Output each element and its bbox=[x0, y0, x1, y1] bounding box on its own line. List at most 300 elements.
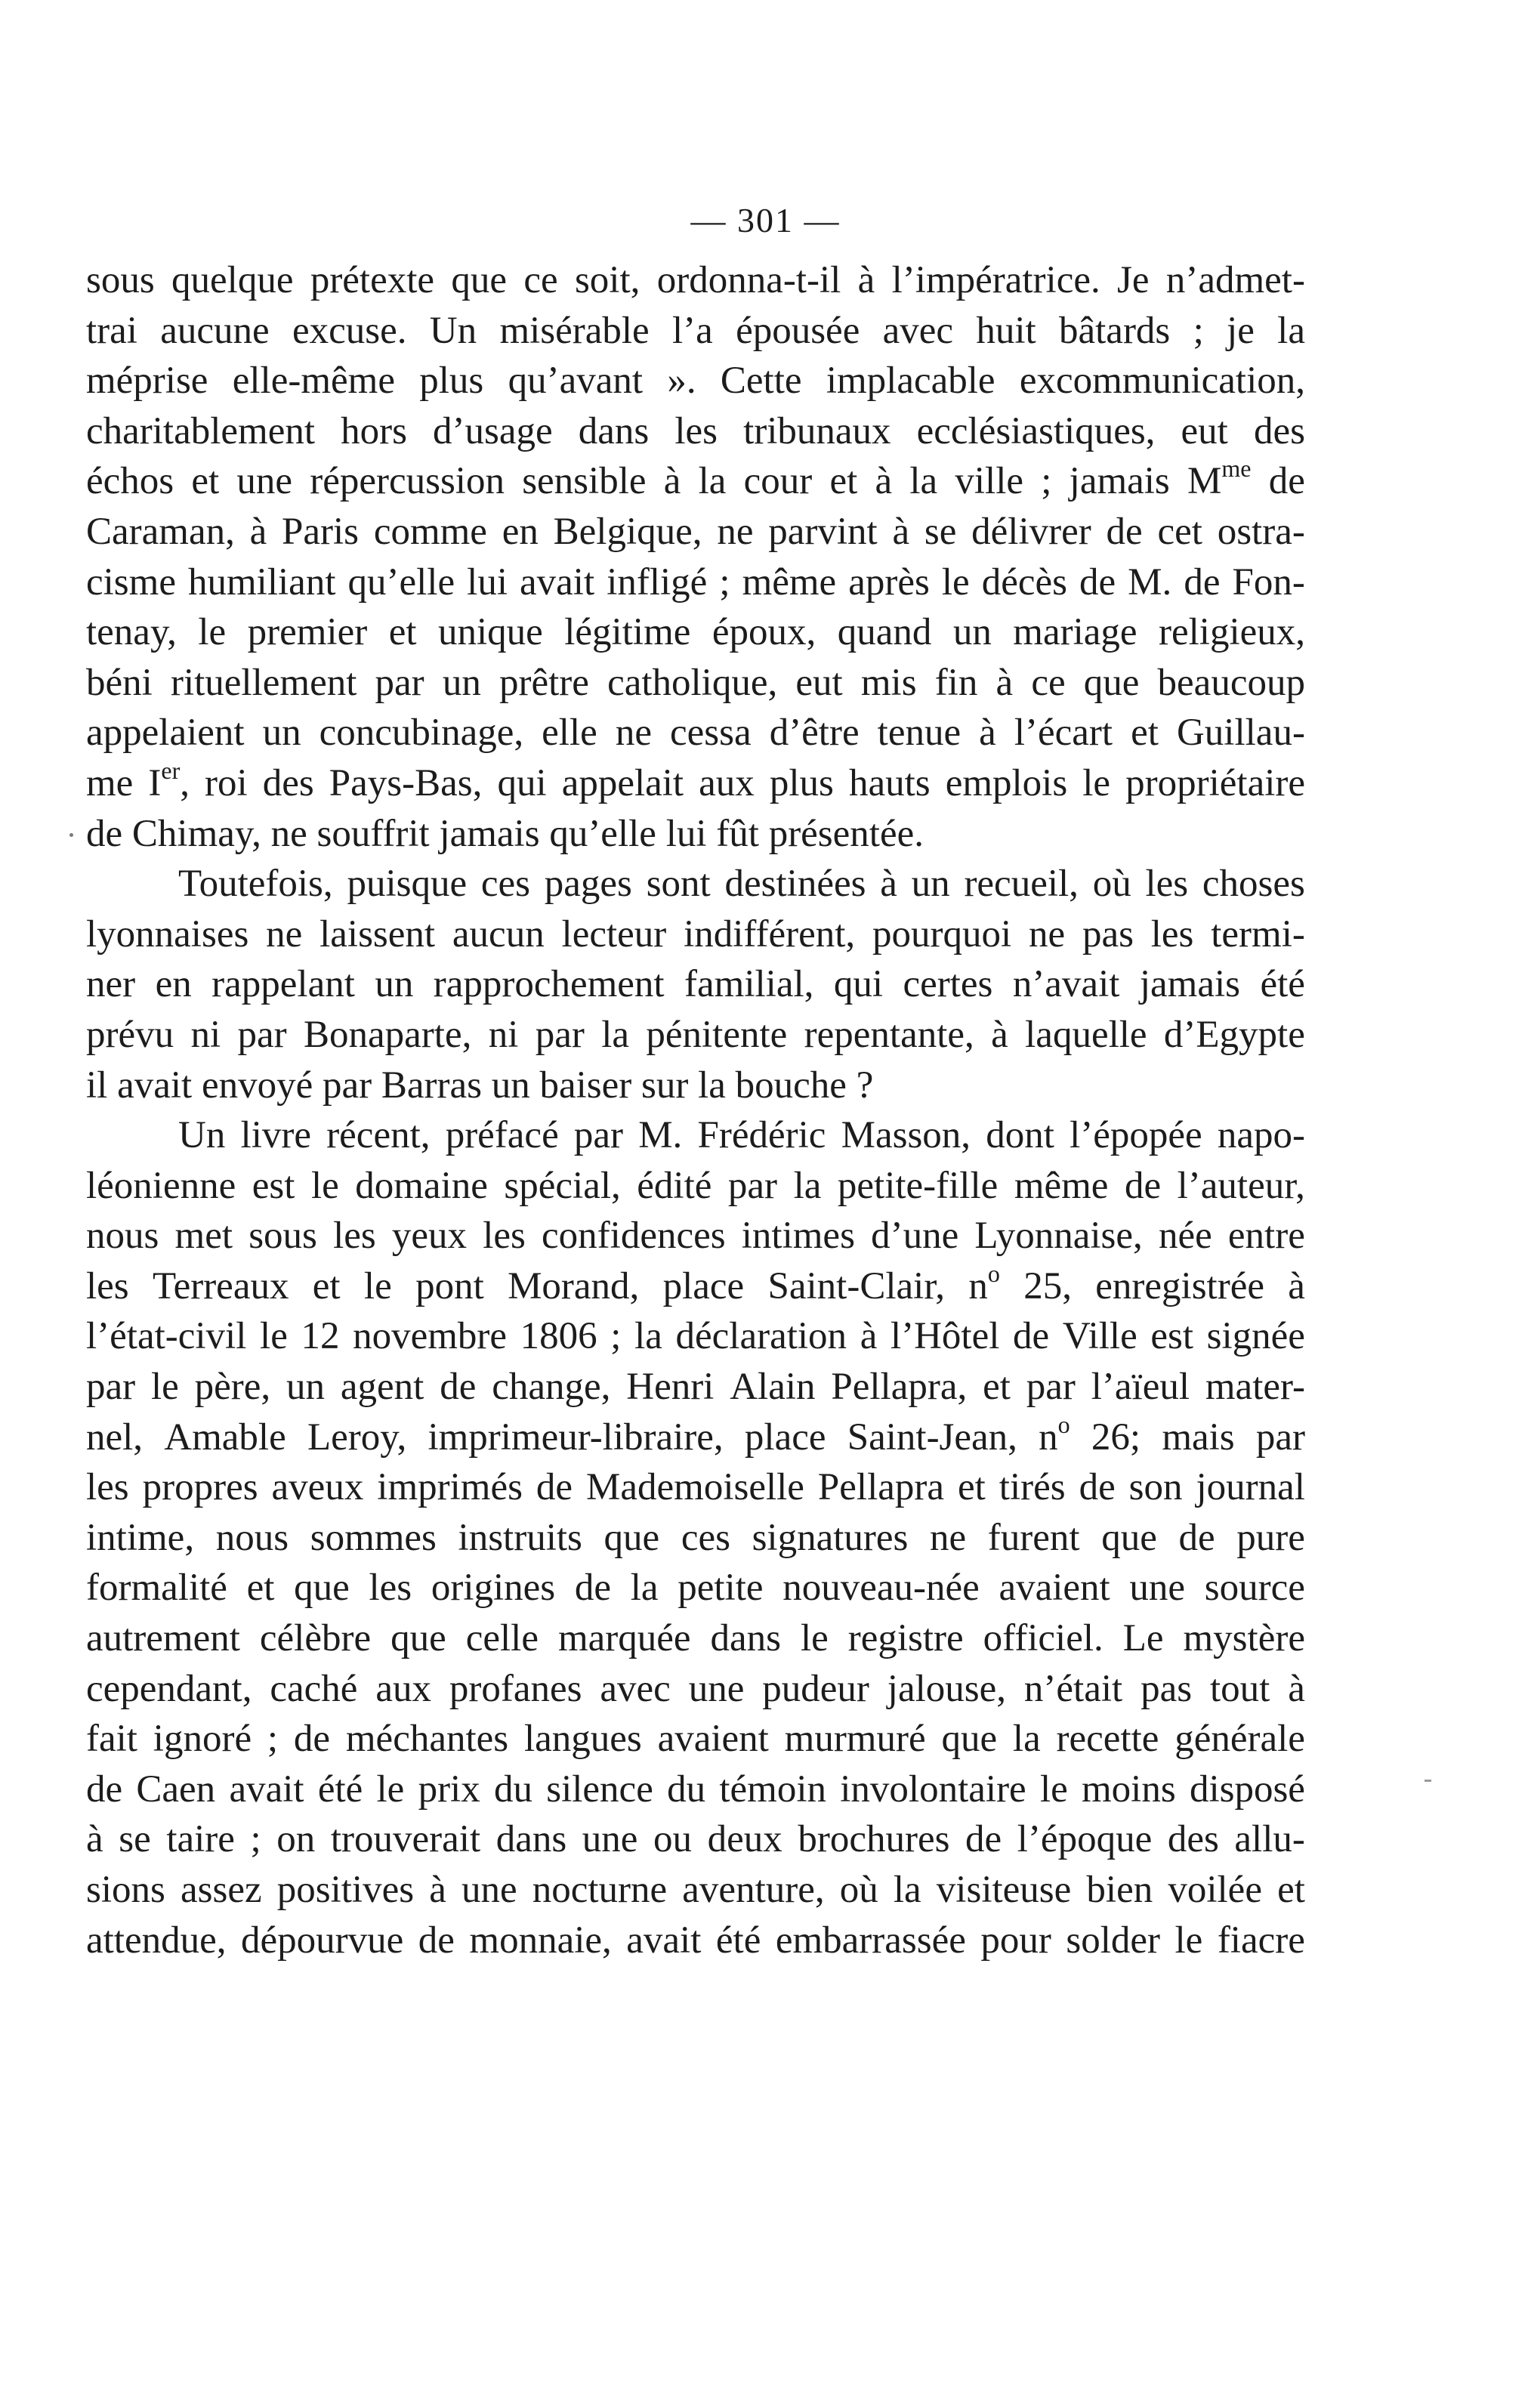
word: ce bbox=[523, 259, 558, 301]
word: les bbox=[86, 1264, 129, 1307]
word: des bbox=[262, 761, 314, 804]
word: trouverait bbox=[330, 1818, 481, 1861]
word: par bbox=[535, 1013, 585, 1056]
word: avec bbox=[882, 309, 954, 352]
word: Alain bbox=[730, 1366, 816, 1409]
text-line bbox=[86, 1110, 1305, 1161]
word: à bbox=[860, 1315, 878, 1358]
word: ce bbox=[1031, 661, 1066, 704]
text-line bbox=[86, 607, 1305, 658]
word: où bbox=[1092, 863, 1131, 906]
word: l’écart bbox=[1014, 712, 1113, 755]
word: du bbox=[667, 1767, 706, 1811]
word: sensible bbox=[522, 460, 647, 503]
word: Morand, bbox=[508, 1264, 640, 1307]
word: pas bbox=[1141, 1667, 1193, 1710]
word: pont bbox=[415, 1264, 484, 1307]
word: rappelant bbox=[211, 963, 355, 1006]
word: la bbox=[634, 1315, 662, 1358]
word: père, bbox=[194, 1366, 271, 1409]
word: que bbox=[294, 1567, 350, 1610]
word: bien bbox=[1086, 1869, 1153, 1911]
word: livre bbox=[240, 1114, 311, 1157]
word: le bbox=[1082, 761, 1111, 804]
word: eut bbox=[1181, 409, 1228, 452]
word: ner bbox=[86, 963, 136, 1006]
word: rapprochement bbox=[433, 963, 665, 1006]
text-line bbox=[86, 1412, 1305, 1463]
word: à bbox=[663, 460, 681, 503]
word: mystère bbox=[1183, 1617, 1305, 1660]
word: et bbox=[829, 460, 858, 503]
word: murmuré bbox=[784, 1718, 926, 1761]
word: à bbox=[880, 863, 897, 906]
word: voilée bbox=[1168, 1869, 1262, 1911]
word: sur bbox=[641, 1064, 689, 1107]
word: née bbox=[1158, 1215, 1212, 1258]
word: ; bbox=[250, 1818, 261, 1861]
word: taire bbox=[166, 1818, 235, 1861]
word: Saint-Clair, bbox=[767, 1264, 946, 1307]
word: source bbox=[1204, 1567, 1305, 1610]
word: dans bbox=[495, 1818, 567, 1861]
word: appelaient bbox=[86, 712, 245, 755]
word: époux, bbox=[711, 611, 816, 654]
word: sous bbox=[86, 259, 155, 301]
word: témoin bbox=[719, 1767, 826, 1811]
word: est bbox=[1150, 1315, 1194, 1358]
text-line bbox=[86, 1010, 1305, 1060]
word: les bbox=[1145, 863, 1189, 906]
word: et bbox=[312, 1264, 341, 1307]
word: même bbox=[1014, 1164, 1109, 1207]
word: recueil, bbox=[964, 863, 1079, 906]
word: puisque bbox=[347, 863, 468, 906]
word: caché bbox=[270, 1667, 358, 1710]
text-line bbox=[86, 306, 1305, 357]
word: à bbox=[249, 510, 267, 553]
word: la bbox=[1012, 1718, 1041, 1761]
word: une bbox=[688, 1667, 745, 1710]
word: les bbox=[1150, 912, 1194, 955]
word: appelait bbox=[561, 761, 684, 804]
word: l’Hôtel bbox=[890, 1315, 1000, 1358]
word: se bbox=[924, 510, 957, 553]
word: familial, bbox=[684, 963, 814, 1006]
word: le bbox=[310, 1164, 339, 1207]
text-line bbox=[86, 1664, 1305, 1715]
word: ni bbox=[190, 1013, 221, 1056]
word: n’était bbox=[1023, 1667, 1123, 1710]
word: dépourvue bbox=[241, 1919, 404, 1962]
word: de bbox=[86, 1767, 123, 1811]
word: attendue, bbox=[86, 1919, 227, 1962]
word: marquée bbox=[557, 1617, 691, 1660]
word: la bbox=[698, 1064, 726, 1107]
word: spécial, bbox=[504, 1164, 621, 1207]
word: $M^{me}$ bbox=[1187, 455, 1252, 503]
word: registre bbox=[847, 1617, 964, 1660]
word: repentante, bbox=[804, 1013, 974, 1056]
word: de bbox=[1184, 560, 1221, 604]
text-line bbox=[86, 1714, 1305, 1764]
word: prix bbox=[418, 1767, 480, 1811]
word: qui bbox=[497, 761, 547, 804]
word: brochures bbox=[798, 1818, 950, 1861]
word: jamais bbox=[1069, 460, 1170, 503]
word: la bbox=[601, 1013, 630, 1056]
word: fin bbox=[934, 661, 978, 704]
word: tirés bbox=[999, 1466, 1066, 1509]
text-line bbox=[86, 1211, 1305, 1261]
word: envoyé bbox=[201, 1064, 313, 1107]
word: pénitente bbox=[646, 1013, 788, 1056]
word: qu’elle bbox=[549, 812, 656, 855]
word: autrement bbox=[86, 1617, 240, 1660]
word: l’a bbox=[671, 309, 713, 352]
word: répercussion bbox=[310, 460, 505, 503]
word: n’admet- bbox=[1165, 259, 1305, 301]
word: rituellement bbox=[170, 661, 357, 704]
word: concubinage, bbox=[319, 712, 524, 755]
word: signée bbox=[1206, 1315, 1305, 1358]
word: formalité bbox=[86, 1567, 227, 1610]
word: à bbox=[875, 460, 893, 503]
word: visiteuse bbox=[936, 1869, 1072, 1911]
word: propriétaire bbox=[1125, 761, 1305, 804]
word: Mademoiselle bbox=[586, 1466, 804, 1509]
word: roi bbox=[205, 761, 248, 804]
word: Cette bbox=[720, 360, 802, 403]
word: M. bbox=[1128, 560, 1172, 604]
word: par bbox=[86, 1366, 136, 1409]
word: Toutefois, bbox=[178, 863, 333, 906]
word: yeux bbox=[391, 1215, 468, 1258]
word: ne bbox=[270, 812, 307, 855]
word: involontaire bbox=[840, 1767, 1026, 1811]
text-line bbox=[86, 1563, 1305, 1613]
word: implacable bbox=[826, 360, 995, 403]
word: une bbox=[582, 1818, 638, 1861]
word: Ville bbox=[1062, 1315, 1137, 1358]
word: qui bbox=[833, 963, 884, 1006]
word: religieux, bbox=[1158, 611, 1305, 654]
word: Saint-Jean, bbox=[847, 1415, 1017, 1459]
word: délivrer bbox=[971, 510, 1091, 553]
text-line bbox=[86, 356, 1305, 406]
word: baiser bbox=[539, 1064, 632, 1107]
word: cour bbox=[743, 460, 813, 503]
word: quelque bbox=[171, 259, 294, 301]
word: du bbox=[493, 1767, 532, 1811]
word: de bbox=[86, 812, 123, 855]
word: d’une bbox=[871, 1215, 959, 1258]
word: de bbox=[440, 1366, 477, 1409]
word: fiacre bbox=[1217, 1919, 1305, 1962]
word: Fon- bbox=[1232, 560, 1305, 604]
word: récent, bbox=[326, 1114, 431, 1157]
word: la bbox=[893, 1869, 921, 1911]
word: par bbox=[1255, 1415, 1305, 1459]
word: aucune bbox=[160, 309, 270, 352]
text-line bbox=[86, 456, 1305, 507]
word: été bbox=[317, 1767, 363, 1811]
word: excuse. bbox=[292, 309, 407, 352]
word: et bbox=[191, 460, 220, 503]
word: soit, bbox=[574, 259, 640, 301]
word: aventure, bbox=[682, 1869, 825, 1911]
word: intime, bbox=[86, 1516, 195, 1559]
word: confidences bbox=[542, 1215, 726, 1258]
text-line bbox=[86, 959, 1305, 1010]
word: Le bbox=[1122, 1617, 1164, 1660]
word: plus bbox=[769, 761, 834, 804]
word: petite-fille bbox=[837, 1164, 999, 1207]
word: instruits bbox=[458, 1516, 582, 1559]
word: ne bbox=[1028, 912, 1066, 955]
word: humiliant bbox=[188, 560, 336, 604]
word: un bbox=[262, 712, 301, 755]
word: charitablement bbox=[86, 409, 316, 452]
word: épousée bbox=[736, 309, 860, 352]
word: de bbox=[1079, 560, 1116, 604]
word: moins bbox=[1082, 1767, 1176, 1811]
word: ces bbox=[480, 863, 530, 906]
word: que bbox=[941, 1718, 998, 1761]
word: de bbox=[574, 1567, 611, 1610]
word: Pellapra, bbox=[831, 1366, 968, 1409]
word: pudeur bbox=[762, 1667, 869, 1710]
word: et bbox=[388, 611, 417, 654]
word: ou bbox=[653, 1818, 693, 1861]
word: l’époque bbox=[1017, 1818, 1153, 1861]
word: par bbox=[573, 1114, 624, 1157]
word: ignoré bbox=[153, 1718, 252, 1761]
word: novembre bbox=[353, 1315, 508, 1358]
word: et bbox=[246, 1567, 275, 1610]
word: bâtards bbox=[1059, 309, 1171, 352]
text-line bbox=[86, 1362, 1305, 1412]
word: des bbox=[1253, 409, 1305, 452]
word: les bbox=[86, 1466, 129, 1509]
word: jamais bbox=[439, 812, 540, 855]
word: change, bbox=[492, 1366, 611, 1409]
word: des bbox=[1167, 1818, 1219, 1861]
word: nouveau-née bbox=[782, 1567, 980, 1610]
word: Barras bbox=[381, 1064, 482, 1107]
text-line bbox=[86, 507, 1305, 557]
word: béni bbox=[86, 661, 153, 704]
word: Bonaparte, bbox=[304, 1013, 472, 1056]
word: en bbox=[155, 963, 192, 1006]
word: excommunication, bbox=[1019, 360, 1305, 403]
word: les bbox=[674, 409, 718, 452]
text-line bbox=[86, 758, 1305, 809]
word: été bbox=[1260, 963, 1305, 1006]
word: 1806 bbox=[520, 1315, 597, 1358]
word: officiel. bbox=[983, 1617, 1103, 1660]
word: lyonnaises bbox=[86, 912, 249, 955]
text-line bbox=[86, 557, 1305, 608]
word: ; bbox=[1193, 309, 1204, 352]
word: le bbox=[260, 1315, 288, 1358]
word: jalouse, bbox=[887, 1667, 1006, 1710]
margin-speck bbox=[1425, 1780, 1431, 1782]
word: $n^o$ bbox=[968, 1259, 1000, 1307]
word: ; bbox=[610, 1315, 622, 1358]
word: aveux bbox=[271, 1466, 364, 1509]
word: ne bbox=[266, 912, 303, 955]
word: les bbox=[483, 1215, 526, 1258]
word: ordonna-t-il bbox=[656, 259, 841, 301]
word: premier bbox=[247, 611, 368, 654]
word: à bbox=[892, 510, 910, 553]
word: le bbox=[1174, 1919, 1203, 1962]
word: un bbox=[375, 963, 414, 1006]
word: napo- bbox=[1217, 1114, 1305, 1157]
word: léonienne bbox=[86, 1164, 236, 1207]
word: M. bbox=[638, 1114, 683, 1157]
word: ni bbox=[488, 1013, 519, 1056]
word: de bbox=[1268, 460, 1305, 503]
word: lui bbox=[467, 560, 508, 604]
word: d’usage bbox=[433, 409, 553, 452]
word: l’auteur, bbox=[1177, 1164, 1305, 1207]
word: le bbox=[363, 1264, 392, 1307]
word: sont bbox=[646, 863, 711, 906]
word: par bbox=[237, 1013, 287, 1056]
word: avait bbox=[626, 1919, 702, 1962]
word: ; bbox=[1041, 460, 1052, 503]
word: décès bbox=[981, 560, 1067, 604]
word: ; bbox=[267, 1718, 279, 1761]
word: la bbox=[630, 1567, 659, 1610]
word: journal bbox=[1196, 1466, 1305, 1509]
word: agent bbox=[340, 1366, 424, 1409]
word: son bbox=[1128, 1466, 1183, 1509]
word: de bbox=[1106, 510, 1143, 553]
word: imprimeur-libraire, bbox=[428, 1415, 724, 1459]
word: mariage bbox=[1013, 611, 1137, 654]
word: huit bbox=[976, 309, 1036, 352]
word: un bbox=[491, 1064, 530, 1107]
word: à bbox=[995, 661, 1014, 704]
word: un bbox=[952, 611, 992, 654]
word: à bbox=[991, 1013, 1008, 1056]
word: $n^o$ bbox=[1039, 1410, 1070, 1459]
word: le bbox=[198, 611, 227, 654]
word: certes bbox=[903, 963, 993, 1006]
word: tenue bbox=[877, 712, 962, 755]
word: mais bbox=[1162, 1415, 1235, 1459]
word: générale bbox=[1174, 1718, 1305, 1761]
word: cisme bbox=[86, 560, 176, 604]
word: aux bbox=[375, 1667, 431, 1710]
word: Terreaux bbox=[152, 1264, 289, 1307]
text-line bbox=[86, 1060, 1305, 1111]
word: nocturne bbox=[532, 1869, 668, 1911]
word: tribunaux bbox=[743, 409, 891, 452]
word: légitime bbox=[564, 611, 691, 654]
word: propres bbox=[142, 1466, 258, 1509]
text-line bbox=[86, 809, 1305, 860]
word: que bbox=[390, 1617, 446, 1660]
word: sommes bbox=[310, 1516, 437, 1559]
word: choses bbox=[1202, 863, 1305, 906]
word: à bbox=[979, 712, 996, 755]
word: été bbox=[715, 1919, 761, 1962]
word: fût bbox=[716, 812, 759, 855]
word: prévu bbox=[86, 1013, 174, 1056]
word: et bbox=[983, 1366, 1011, 1409]
word: Je bbox=[1117, 259, 1150, 301]
word: cessa bbox=[670, 712, 752, 755]
word: que bbox=[451, 259, 508, 301]
word: célèbre bbox=[259, 1617, 372, 1660]
word: cependant, bbox=[86, 1667, 252, 1710]
word: hors bbox=[341, 409, 407, 452]
word: la bbox=[909, 460, 938, 503]
word: de bbox=[965, 1818, 1002, 1861]
word: se bbox=[119, 1818, 151, 1861]
word: pas bbox=[1082, 912, 1134, 955]
word: avait bbox=[229, 1767, 304, 1811]
word: il bbox=[86, 1064, 108, 1107]
word: sions bbox=[86, 1869, 165, 1911]
word: celle bbox=[465, 1617, 539, 1660]
word: Lyonnaise, bbox=[974, 1215, 1143, 1258]
word: fait bbox=[86, 1718, 137, 1761]
word: ville bbox=[955, 460, 1024, 503]
word: à bbox=[1288, 1667, 1305, 1710]
word: Caen bbox=[136, 1767, 216, 1811]
word: Frédéric bbox=[697, 1114, 826, 1157]
text-line bbox=[86, 1311, 1305, 1362]
word: Leroy, bbox=[307, 1415, 407, 1459]
word: ne bbox=[717, 510, 754, 553]
word: je bbox=[1227, 309, 1255, 352]
word: la bbox=[1277, 309, 1305, 352]
word: une bbox=[461, 1869, 517, 1911]
word: à bbox=[86, 1818, 103, 1861]
word: destinées bbox=[724, 863, 866, 906]
word: de bbox=[1124, 1164, 1162, 1207]
word: hauts bbox=[848, 761, 931, 804]
text-line bbox=[86, 1764, 1305, 1815]
text-line bbox=[86, 708, 1305, 758]
word: Pays-Bas, bbox=[329, 761, 483, 804]
word: à bbox=[857, 259, 875, 301]
word: avec bbox=[600, 1667, 671, 1710]
word: recette bbox=[1056, 1718, 1159, 1761]
word: allu- bbox=[1234, 1818, 1305, 1861]
word: disposé bbox=[1189, 1767, 1305, 1811]
word: Un bbox=[178, 1114, 226, 1157]
word: un bbox=[286, 1366, 326, 1409]
word: à bbox=[1288, 1264, 1305, 1307]
word: dont bbox=[986, 1114, 1054, 1157]
word: une bbox=[1129, 1567, 1186, 1610]
word: pure bbox=[1236, 1516, 1305, 1559]
word: l’état-civil bbox=[86, 1315, 247, 1358]
word: que bbox=[1083, 661, 1140, 704]
page-number: — 301 — bbox=[690, 201, 841, 239]
word: profanes bbox=[449, 1667, 582, 1710]
word: par bbox=[375, 661, 424, 704]
word: nous bbox=[86, 1215, 159, 1258]
word: silence bbox=[546, 1767, 653, 1811]
word: et bbox=[1131, 712, 1159, 755]
